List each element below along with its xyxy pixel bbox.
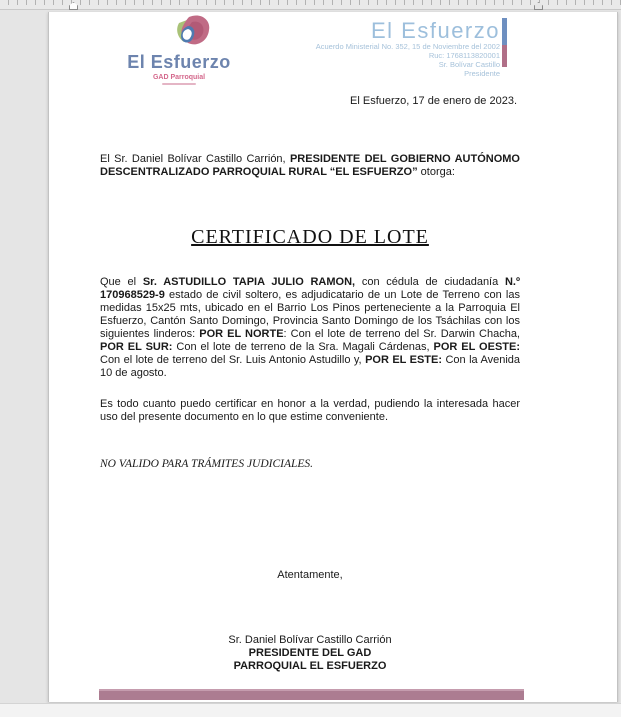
logo-tagline (162, 83, 196, 85)
letterhead-title: El Esfuerzo (371, 18, 500, 43)
letterhead-block[interactable] (316, 20, 500, 78)
gad-logo[interactable] (89, 12, 269, 85)
logo-subtitle: GAD Parroquial (152, 74, 206, 81)
letterhead-acuerdo: Acuerdo Ministerial No. 352, 15 de Noviembre del 2002 (315, 42, 500, 51)
signature-block[interactable] (100, 634, 520, 673)
document-title-text: CERTIFICADO DE LOTE (191, 226, 429, 248)
horizontal-ruler[interactable] (0, 0, 621, 10)
body-paragraph[interactable]: Que el Sr. ASTUDILLO TAPIA JULIO RAMON, con cédula de ciudadanía N.º 170968529-9 estado de civil soltero, es adjudicatario de un Lote de Terreno con las medidas 15x25 mts, ubicado en el Barrio Los Pinos perteneciente a la Parroquia El Esfuerzo, Cantón Santo Domingo, Provincia Santo Domingo de los Tsáchilas con los siguientes linderos: POR EL NORTE: Con el lote de terreno del Sr. Darwin Chacha, POR EL SUR: Con el lote de terreno de la Sra. Magali Cárdenas, POR EL OESTE: Con el lote de terreno del Sr. Luis Antonio Astudillo y, POR EL ESTE: Con la Avenida 10 de agosto. (100, 276, 521, 379)
document-title[interactable] (100, 226, 520, 249)
rose-flower-icon (167, 14, 213, 54)
ruler-ticks (0, 0, 621, 5)
signatory-title-line1: PRESIDENTE DEL GAD (248, 647, 372, 659)
logo-title: El Esfuerzo (127, 52, 231, 72)
date-line[interactable]: El Esfuerzo, 17 de enero de 2023. (350, 95, 517, 107)
salutation[interactable]: Atentamente, (277, 569, 343, 581)
footer-accent-bar[interactable] (99, 689, 524, 700)
letterhead-accent-bar[interactable] (502, 18, 507, 67)
signatory-title-line2: PARROQUIAL EL ESFUERZO (233, 660, 387, 672)
letterhead-ruc: Ruc: 1768113820001 (428, 51, 500, 60)
signatory-name: Sr. Daniel Bolívar Castillo Carrión (228, 634, 392, 646)
letterhead-president-title: Presidente (464, 69, 500, 78)
legal-notice[interactable]: NO VALIDO PARA TRÁMITES JUDICIALES. (100, 458, 314, 470)
closing-paragraph[interactable]: Es todo cuanto puedo certificar en honor a la verdad, pudiendo la interesada hacer uso del presente documento en lo que estime conveniente. (100, 398, 520, 423)
intro-paragraph[interactable]: El Sr. Daniel Bolívar Castillo Carrión, PRESIDENTE DEL GOBIERNO AUTÓNOMO DESCENTRALIZADO PARROQUIAL RURAL “EL ESFUERZO” otorga: (100, 153, 520, 178)
window-bottom-strip (0, 703, 621, 717)
document-page[interactable] (48, 12, 618, 702)
document-background (0, 10, 621, 703)
letterhead-president-name: Sr. Bolívar Castillo (438, 60, 500, 69)
